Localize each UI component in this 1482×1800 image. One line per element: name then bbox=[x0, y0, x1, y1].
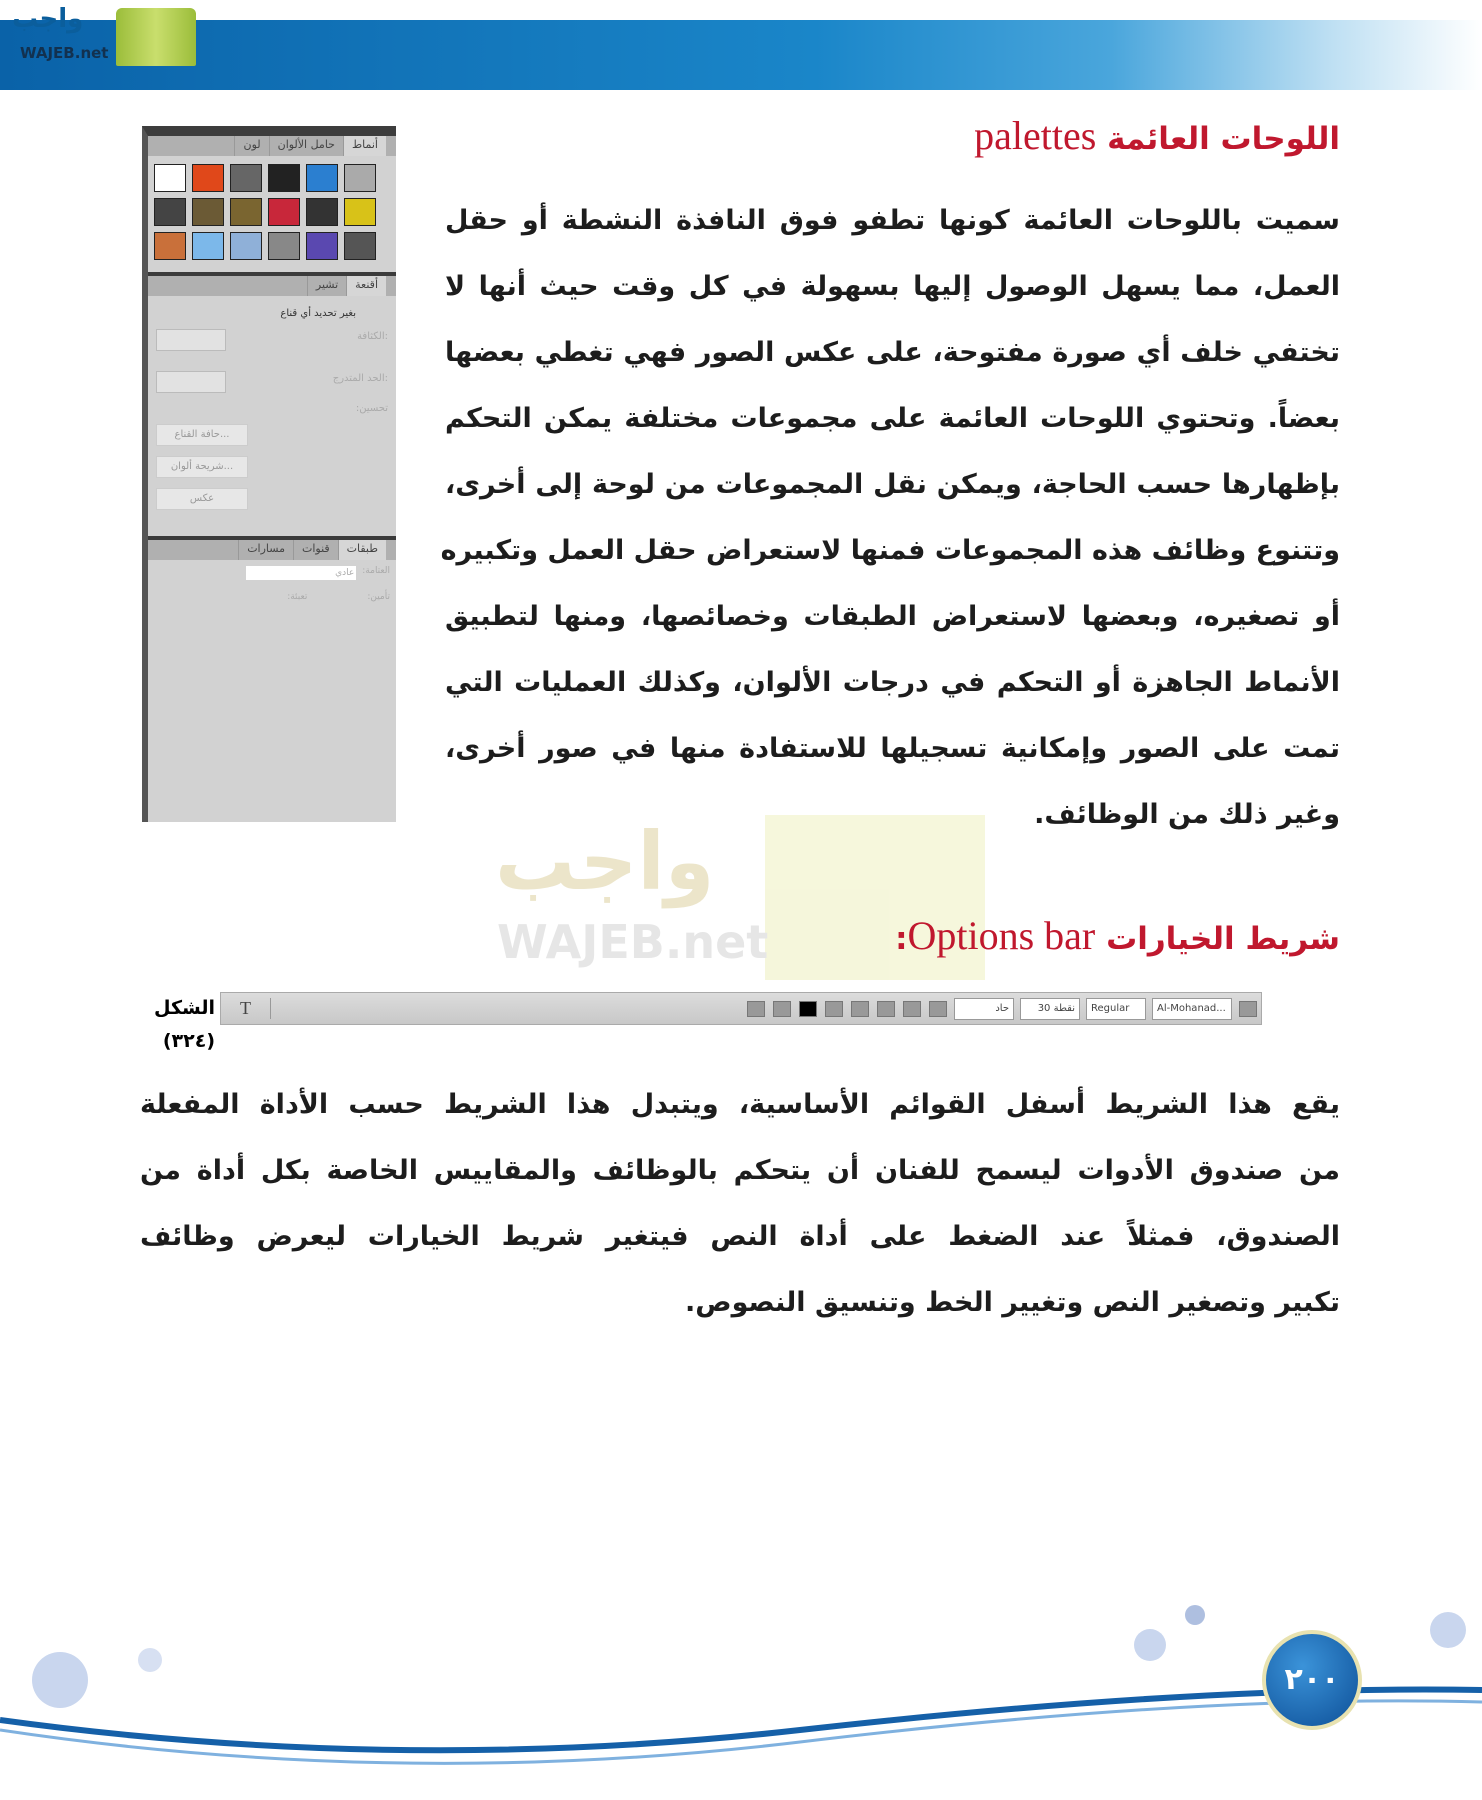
fill-label: تعبئة: bbox=[287, 592, 308, 602]
blend-mode-select[interactable]: عادي bbox=[246, 566, 356, 580]
text-line: يقع هذا الشريط أسفل القوائم الأساسية، ويتبدل هذا الشريط حسب الأداة المفعلة bbox=[140, 1089, 1340, 1120]
text-line: وتتنوع وظائف هذه المجموعات فمنها لاستعراض حقل العمل وتكبيره bbox=[440, 535, 1340, 566]
style-swatch[interactable] bbox=[306, 198, 338, 226]
style-swatch[interactable] bbox=[154, 198, 186, 226]
text-line: العمل، مما يسهل الوصول إليها بسهولة في كل وقت حيث أنها لا bbox=[445, 271, 1340, 302]
style-swatch[interactable] bbox=[344, 198, 376, 226]
ltr-icon bbox=[825, 1001, 843, 1017]
lock-label: تأمين: bbox=[367, 592, 390, 602]
layers-tabs bbox=[148, 540, 396, 560]
rtl-icon bbox=[851, 1001, 869, 1017]
watermark-latin: WAJEB.net bbox=[497, 915, 769, 969]
font-size-select: 30 نقطة bbox=[1020, 998, 1080, 1020]
font-style-select: Regular bbox=[1086, 998, 1146, 1020]
figure-caption: الشكل (٣٢٤) bbox=[154, 997, 215, 1052]
style-swatch[interactable] bbox=[192, 164, 224, 192]
style-swatch[interactable] bbox=[268, 232, 300, 260]
style-swatch[interactable] bbox=[268, 198, 300, 226]
text-line: تكبير وتصغير النص وتغيير الخط وتنسيق النصوص. bbox=[685, 1287, 1340, 1318]
style-swatch[interactable] bbox=[154, 164, 186, 192]
refine-label: تحسين: bbox=[355, 403, 388, 414]
text-line: من صندوق الأدوات ليسمح للفنان أن يتحكم بالوظائف والمقاييس الخاصة بكل أداة من bbox=[140, 1155, 1340, 1186]
wajeb-logo bbox=[8, 4, 198, 66]
text-color-swatch bbox=[799, 1001, 817, 1017]
styles-swatches bbox=[148, 156, 396, 268]
align-right-icon bbox=[929, 1001, 947, 1017]
style-swatch[interactable] bbox=[268, 164, 300, 192]
floating-palettes-image bbox=[142, 126, 396, 822]
text-orientation-icon bbox=[1239, 1001, 1257, 1017]
text-line: تختفي خلف أي صورة مفتوحة، على عكس الصور فهي تغطي بعضها bbox=[445, 337, 1340, 368]
style-swatch[interactable] bbox=[154, 232, 186, 260]
palette-tab[interactable]: مسارات bbox=[238, 540, 293, 560]
page-number-badge: ٢٠٠ bbox=[1262, 1630, 1362, 1730]
style-swatch[interactable] bbox=[230, 232, 262, 260]
watermark-arabic: واجب bbox=[495, 815, 715, 908]
feather-label: الحد المتدرج: bbox=[332, 373, 388, 384]
palette-tab[interactable]: لون bbox=[234, 136, 268, 156]
opacity-label: العتامة: bbox=[362, 566, 390, 576]
antialias-select: حاد bbox=[954, 998, 1014, 1020]
text-line: تمت على الصور وإمكانية تسجيلها للاستفادة منها في صور أخرى، bbox=[445, 733, 1340, 764]
section-title-options-bar: شريط الخيارات Options bar: bbox=[895, 913, 1340, 958]
color-range-button[interactable]: شريحة ألوان... bbox=[156, 456, 248, 478]
style-swatch[interactable] bbox=[306, 232, 338, 260]
style-swatch[interactable] bbox=[344, 164, 376, 192]
options-bar-image bbox=[220, 992, 1262, 1025]
palette-tab[interactable]: أنماط bbox=[343, 136, 386, 156]
logo-latin: WAJEB.net bbox=[20, 44, 109, 62]
palettes-paragraph bbox=[440, 188, 1340, 848]
palette-tab[interactable]: حامل الألوان bbox=[269, 136, 343, 156]
footer-decoration bbox=[0, 1600, 1482, 1800]
style-swatch[interactable] bbox=[192, 232, 224, 260]
style-swatch[interactable] bbox=[192, 198, 224, 226]
header-band bbox=[0, 20, 1482, 90]
text-line: سميت باللوحات العائمة كونها تطفو فوق النافذة النشطة أو حقل bbox=[445, 205, 1340, 236]
style-swatch[interactable] bbox=[306, 164, 338, 192]
palette-tab[interactable]: قنوات bbox=[293, 540, 338, 560]
mask-edge-button[interactable]: حافة القناع... bbox=[156, 424, 248, 446]
masks-tabs bbox=[148, 276, 396, 296]
palette-toggle-icon bbox=[747, 1001, 765, 1017]
text-line: بإظهارها حسب الحاجة، ويمكن نقل المجموعات من لوحة إلى أخرى، bbox=[445, 469, 1340, 500]
font-family-select: Al-Mohanad... bbox=[1152, 998, 1232, 1020]
align-center-icon bbox=[903, 1001, 921, 1017]
text-line: بعضاً. وتحتوي اللوحات العائمة على مجموعات مختلفة يمكن التحكم bbox=[445, 403, 1340, 434]
density-label: الكثافة: bbox=[357, 331, 388, 342]
text-line: أو تصغيره، وبعضها لاستعراض الطبقات وخصائصها، ومنها لتطبيق bbox=[445, 601, 1340, 632]
book-icon bbox=[116, 8, 196, 66]
style-swatch[interactable] bbox=[230, 164, 262, 192]
section-title-palettes: اللوحات العائمة palettes bbox=[974, 113, 1340, 158]
text-line: الصندوق، فمثلاً عند الضغط على أداة النص فيتغير شريط الخيارات ليعرض وظائف bbox=[140, 1221, 1340, 1252]
palette-tab[interactable]: أقنعة bbox=[346, 276, 386, 296]
text-line: وغير ذلك من الوظائف. bbox=[1034, 799, 1340, 830]
logo-arabic: واجب bbox=[12, 4, 84, 34]
align-left-icon bbox=[877, 1001, 895, 1017]
options-bar-paragraph bbox=[140, 1072, 1340, 1336]
style-swatch[interactable] bbox=[230, 198, 262, 226]
styles-tabs bbox=[148, 136, 396, 156]
text-line: الأنماط الجاهزة أو التحكم في درجات الألوان، وكذلك العمليات التي bbox=[445, 667, 1340, 698]
mask-label: بغير تحديد أي قناع bbox=[280, 308, 356, 319]
style-swatch[interactable] bbox=[344, 232, 376, 260]
text-tool-icon: T bbox=[221, 998, 271, 1019]
palette-tab[interactable]: طبقات bbox=[338, 540, 386, 560]
warp-text-icon bbox=[773, 1001, 791, 1017]
invert-button[interactable]: عكس bbox=[156, 488, 248, 510]
palette-tab[interactable]: تشير bbox=[307, 276, 346, 296]
